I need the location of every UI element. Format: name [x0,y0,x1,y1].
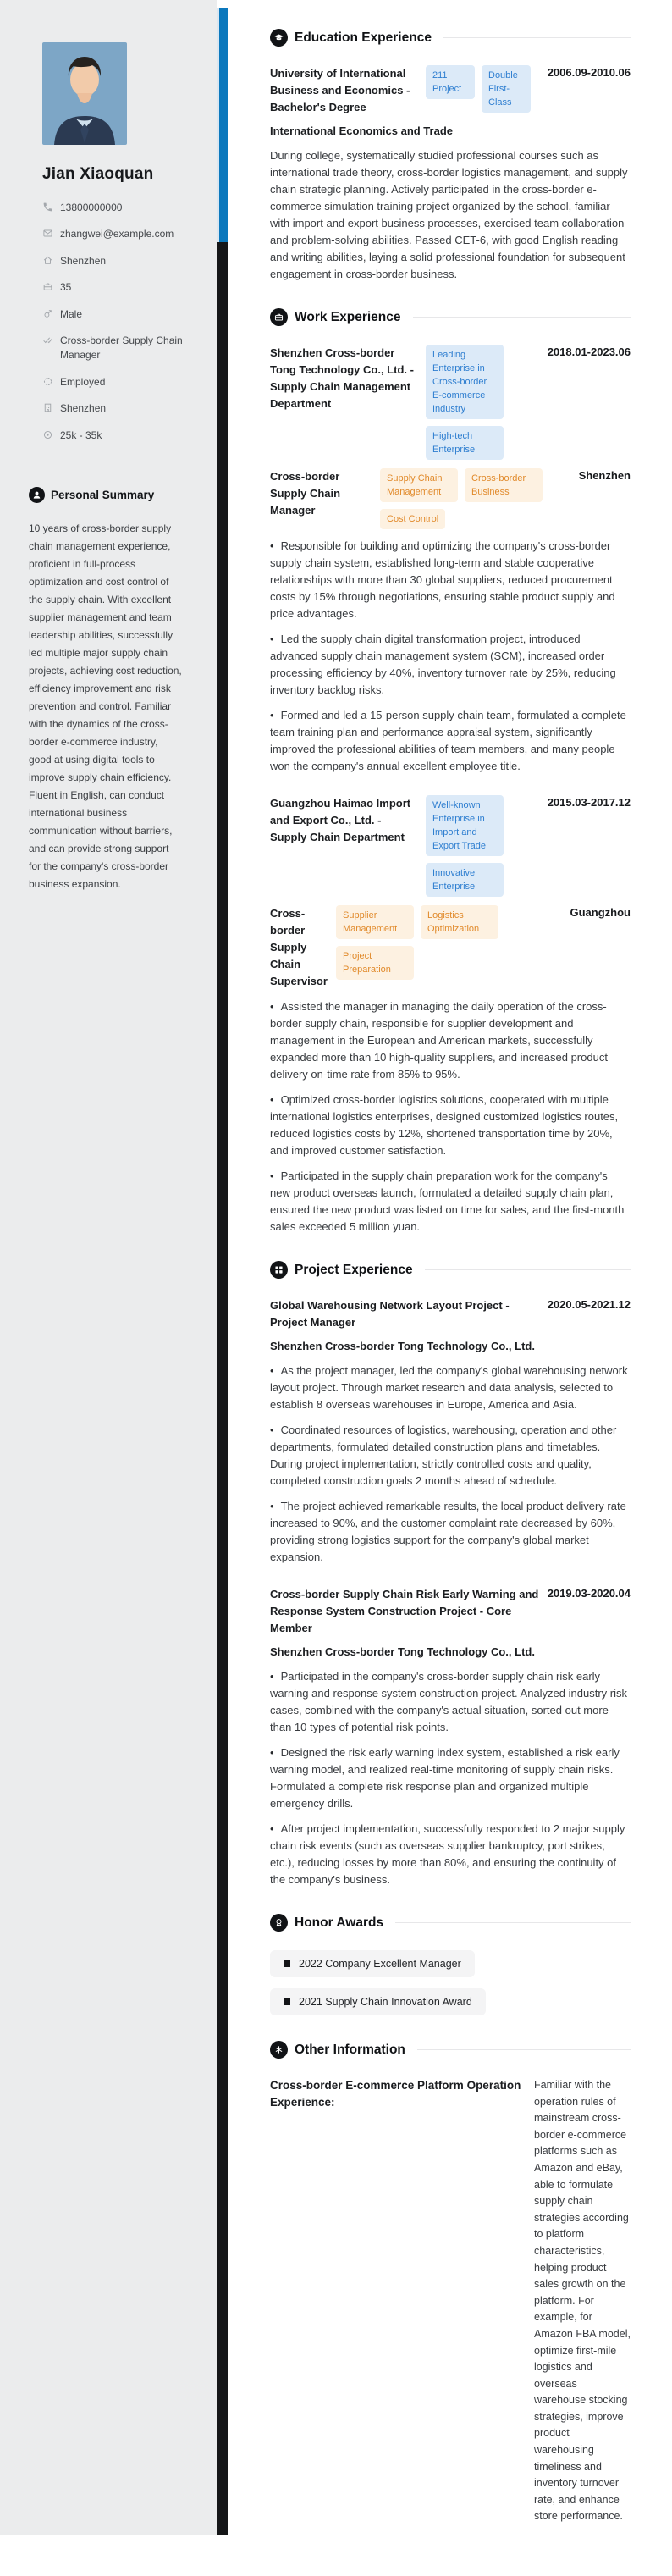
profile-photo [42,42,127,145]
personal-summary-header: Personal Summary [29,487,183,503]
school-tags [426,65,531,113]
work-bullet: • Led the supply chain digital transformation project, introduced advanced supply chain management system (SCM), increased order processing efficiency by 40%, inventory turnover rate by 25%, reducing inventory backlog risks. [270,633,616,696]
work-date: 2015.03-2017.12 [547,796,631,809]
contact-list [42,201,183,443]
contact-city: Shenzhen [42,401,183,416]
project-section [270,1261,631,1888]
other-info-label: Cross-border E-commerce Platform Operation Experience: [270,2079,521,2109]
section-title: Honor Awards [295,1915,384,1930]
award-item: 2022 Company Excellent Manager [270,1950,475,1977]
honor-section [270,1914,631,2015]
skill-tags [336,905,562,980]
project-name: Global Warehousing Network Layout Project - Project Manager [270,1299,510,1329]
briefcase-icon [270,308,288,326]
project-date: 2020.05-2021.12 [547,1298,631,1311]
section-rule [417,2049,631,2050]
skill-tag: Supplier Management [336,905,414,939]
company-tag: High-tech Enterprise [426,426,504,460]
award-bullet-icon [284,1998,290,2005]
education-entry [270,65,631,283]
contact-gender: Male [42,307,183,322]
project-bullet: • The project achieved remarkable results, the local product delivery rate increased to 90%, and the customer complaint rate decreased by 60%, providing strong logistics support for the company's global market expansion. [270,1500,626,1563]
sidebar [0,0,217,2535]
company-tags [426,795,539,897]
project-name: Cross-border Supply Chain Risk Early Warning and Response System Construction Project - Core Member [270,1588,539,1634]
section-title: Other Information [295,2042,405,2057]
skill-tag: Cost Control [380,509,445,529]
work-bullet: • Assisted the manager in managing the daily operation of the cross-border supply chain, responsible for supplier development and management in the European and American markets, successfully expanded more than 10 high-quality suppliers, and increased product delivery on-time rate from 85% to 95%. [270,1000,608,1081]
company-tag: Well-known Enterprise in Import and Export Trade [426,795,504,856]
project-bullet: • Coordinated resources of logistics, warehousing, operation and other departments, formulated detailed construction plans and timetables. During project implementation, strictly controlled costs and quality, completed construction goals 2 months ahead of schedule. [270,1423,617,1487]
job-status-icon [42,376,53,387]
other-section [270,2041,631,2525]
company-name: Shenzhen Cross-border Tong Technology Co., Ltd. - Supply Chain Management Department [270,346,414,410]
phone-icon [42,202,53,213]
work-location: Shenzhen [578,469,631,482]
project-company: Shenzhen Cross-border Tong Technology Co., Ltd. [270,1340,535,1352]
other-section-header [270,2041,631,2059]
education-date: 2006.09-2010.06 [547,66,631,79]
age-icon [42,281,53,292]
award-bullet-icon [284,1960,290,1967]
project-bullet: • Participated in the company's cross-border supply chain risk early warning and response system construction project. Analyzed industry risk cases, combined with the company's actual situation, sorted out more than 10 types of potential risk points. [270,1670,627,1733]
project-entry [270,1297,631,1566]
contact-salary: 25k - 35k [42,428,183,443]
resume-main [228,0,672,2576]
major: International Economics and Trade [270,124,453,137]
education-section [270,29,631,283]
candidate-name: Jian Xiaoquan [42,165,154,183]
accent-bar-dark [217,242,228,2535]
person-icon [29,487,45,503]
gender-icon [42,308,53,319]
school-tag: 211 Project [426,65,475,99]
project-entry [270,1586,631,1888]
work-section-header [270,308,631,326]
contact-email: zhangwei@example.com [42,227,183,241]
school-tag: Double First-Class [482,65,531,113]
project-bullet: • After project implementation, successfully responded to 2 major supply chain risk events (such as overseas supplier bankruptcy, port strikes, etc.), reducing losses by more than 80%, and ensuring the continuity of the company's business. [270,1822,625,1886]
project-company: Shenzhen Cross-border Tong Technology Co., Ltd. [270,1645,535,1658]
building-icon [42,402,53,413]
work-bullet: • Participated in the supply chain preparation work for the company's new product overseas launch, formulated a detailed supply chain plan, ensured the new product was listed on time for sales, and the first-month sales exceeded 5 million yuan. [270,1169,625,1233]
company-name: Guangzhou Haimao Import and Export Co., Ltd. - Supply Chain Department [270,797,411,843]
work-section [270,308,631,1235]
work-entry [270,345,631,775]
job-title: Cross-border Supply Chain Supervisor [270,907,328,987]
accent-bar-blue [217,8,228,242]
education-section-header [270,29,631,47]
work-bullet: • Formed and led a 15-person supply chain team, formulated a complete team training plan and performance appraisal system, significantly improved the professional abilities of team members, and many people won the company's annual excellent employee title. [270,709,626,772]
contact-location: Shenzhen [42,254,183,268]
section-rule [395,1922,631,1923]
award-item: 2021 Supply Chain Innovation Award [270,1988,486,2015]
skill-tag: Project Preparation [336,946,414,980]
other-info-row [270,2077,631,2525]
contact-current-title: Cross-border Supply Chain Manager [42,334,183,363]
company-tag: Innovative Enterprise [426,863,504,897]
mail-icon [42,228,53,239]
contact-age: 35 [42,280,183,295]
section-title: Work Experience [295,309,401,324]
work-bullet: • Optimized cross-border logistics solutions, cooperated with multiple international logistics enterprises, designed customized logistics routes, reduced logistics costs by 12%, shortened transportation time by 20%, and improved customer satisfaction. [270,1093,619,1157]
project-bullet: • As the project manager, led the company's global warehousing network layout project. Through market research and data analysis, selected to establish 8 overseas warehouses in Europe, America and Asia. [270,1364,628,1411]
grid-icon [270,1261,288,1279]
project-date: 2019.03-2020.04 [547,1587,631,1600]
section-title: Project Experience [295,1262,413,1277]
skill-tag: Cross-border Business [465,468,543,502]
section-rule [413,317,631,318]
contact-job-status: Employed [42,375,183,390]
project-section-header [270,1261,631,1279]
skill-tag: Supply Chain Management [380,468,458,502]
work-bullet: • Responsible for building and optimizing the company's cross-border supply chain system, established long-term and stable cooperative relationships with more than 30 global suppliers, reduced procurement costs by 15% through negotiations, ensuring stable product supply and price advantages. [270,539,615,620]
work-location: Guangzhou [570,906,631,919]
honor-section-header [270,1914,631,1932]
education-description: During college, systematically studied professional courses such as international trade theory, cross-border logistics management, and supply chain strategic planning. Actively participated in the cross-border e-commerce simulation training project organized by the school, familiar with import and export business processes, exercised team collaboration and problem-solving abilities. Passed CET-6, with good English reading and writing abilities, laying a solid professional foundation for subsequent engagement in cross-border business. [270,149,628,280]
school-name: University of International Business and Economics - Bachelor's Degree [270,67,410,113]
section-title: Education Experience [295,30,432,45]
skill-tags [380,468,570,529]
work-date: 2018.01-2023.06 [547,345,631,358]
personal-summary-text: 10 years of cross-border supply chain management experience, proficient in full-process optimization and cost control of the supply chain. With excellent supplier management and team leadership abilities, successfully led multiple major supply chain projects, achieving cost reduction, efficiency improvement and risk prevention and control. Familiar with the dynamics of the cross-border e-commerce industry, good at using digital tools to improve supply chain efficiency. Fluent in English, can conduct international business communication without barriers, and can provide strong support for the company's cross-border business expansion. [29,522,182,890]
medal-icon [270,1914,288,1932]
skill-tag: Logistics Optimization [421,905,498,939]
job-title: Cross-border Supply Chain Manager [270,470,341,517]
home-icon [42,255,53,266]
graduation-cap-icon [270,29,288,47]
asterisk-icon [270,2041,288,2059]
target-icon [42,429,53,440]
company-tags [426,345,539,460]
section-rule [443,37,631,38]
company-tag: Leading Enterprise in Cross-border E-commerce Industry [426,345,504,419]
project-bullet: • Designed the risk early warning index system, established a risk early warning model, and realized real-time monitoring of supply chain risks. Formulated a complete risk response plan and organized multiple emergency drills. [270,1746,620,1810]
section-rule [425,1269,631,1270]
work-entry [270,795,631,1235]
other-info-value: Familiar with the operation rules of mainstream cross-border e-commerce platforms such as Amazon and eBay, able to formulate supply chain strategies according to platform characteristics, helping product sales growth on the platform. For example, for Amazon FBA model, optimize first-mile logistics and overseas warehouse stocking strategies, improve product warehousing timeliness and inventory turnover rate, and enhance store performance. [534,2079,631,2523]
double-check-icon [42,334,53,345]
contact-phone: 13800000000 [42,201,183,215]
